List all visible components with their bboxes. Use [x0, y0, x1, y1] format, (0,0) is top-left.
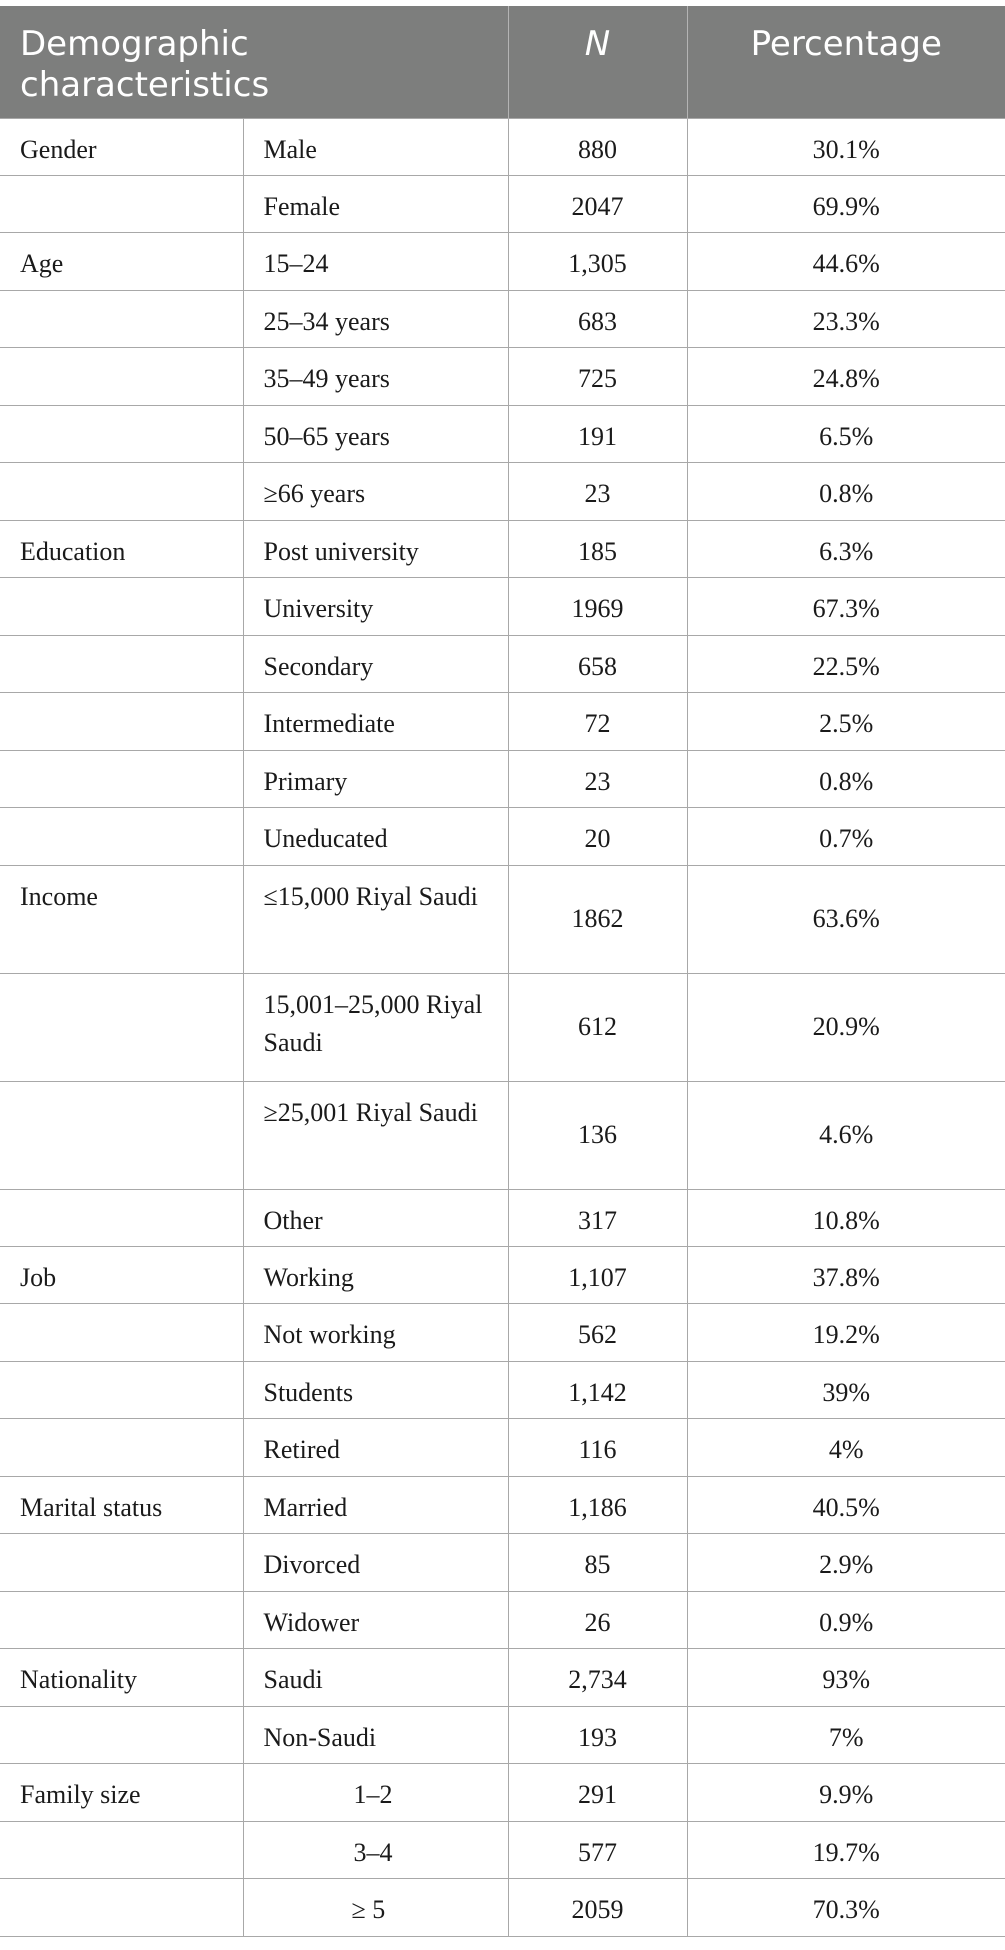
category-cell [0, 1821, 243, 1878]
category-cell [0, 635, 243, 692]
n-cell: 880 [508, 118, 687, 175]
table-row [0, 1189, 1005, 1246]
table-row [0, 175, 1005, 232]
percentage-cell: 30.1% [687, 118, 1005, 175]
table-row [0, 750, 1005, 807]
n-cell: 116 [508, 1419, 687, 1476]
n-cell: 317 [508, 1189, 687, 1246]
n-cell: 562 [508, 1304, 687, 1361]
header-n: N [508, 6, 687, 118]
category-cell: Family size [0, 1764, 243, 1821]
table-row [0, 578, 1005, 635]
n-cell: 2047 [508, 175, 687, 232]
percentage-cell: 0.7% [687, 808, 1005, 865]
table-row [0, 118, 1005, 175]
n-cell: 193 [508, 1706, 687, 1763]
n-cell: 1,107 [508, 1247, 687, 1304]
table-row [0, 1706, 1005, 1763]
category-cell [0, 578, 243, 635]
category-cell [0, 1361, 243, 1418]
table-row [0, 1764, 1005, 1821]
n-cell: 1862 [508, 865, 687, 973]
n-cell: 1,142 [508, 1361, 687, 1418]
subcategory-cell: Intermediate [243, 693, 508, 750]
table-row [0, 635, 1005, 692]
subcategory-cell: Female [243, 175, 508, 232]
percentage-cell: 93% [687, 1649, 1005, 1706]
n-cell: 136 [508, 1081, 687, 1189]
table-row [0, 1879, 1005, 1937]
table-row [0, 808, 1005, 865]
subcategory-cell: 15,001–25,000 Riyal Saudi [243, 973, 508, 1081]
subcategory-cell: ≥ 5 [243, 1879, 508, 1937]
subcategory-cell: Working [243, 1247, 508, 1304]
percentage-cell: 44.6% [687, 233, 1005, 290]
table-row [0, 693, 1005, 750]
table-row [0, 290, 1005, 347]
category-cell [0, 1591, 243, 1648]
percentage-cell: 0.8% [687, 750, 1005, 807]
subcategory-cell: Married [243, 1476, 508, 1533]
n-cell: 683 [508, 290, 687, 347]
subcategory-cell: Not working [243, 1304, 508, 1361]
subcategory-cell: Retired [243, 1419, 508, 1476]
table-row [0, 865, 1005, 973]
table-row [0, 348, 1005, 405]
n-cell: 72 [508, 693, 687, 750]
table-header-row [0, 6, 1005, 118]
subcategory-cell: University [243, 578, 508, 635]
n-cell: 20 [508, 808, 687, 865]
table-row [0, 233, 1005, 290]
table-row [0, 1361, 1005, 1418]
category-cell: Nationality [0, 1649, 243, 1706]
n-cell: 658 [508, 635, 687, 692]
table-row [0, 1247, 1005, 1304]
category-cell [0, 405, 243, 462]
category-cell [0, 1419, 243, 1476]
subcategory-cell: Divorced [243, 1534, 508, 1591]
subcategory-cell: Primary [243, 750, 508, 807]
header-percentage: Percentage [687, 6, 1005, 118]
table-row [0, 1649, 1005, 1706]
category-cell: Job [0, 1247, 243, 1304]
category-cell: Marital status [0, 1476, 243, 1533]
subcategory-cell: 50–65 years [243, 405, 508, 462]
percentage-cell: 37.8% [687, 1247, 1005, 1304]
table-row [0, 463, 1005, 520]
percentage-cell: 9.9% [687, 1764, 1005, 1821]
percentage-cell: 63.6% [687, 865, 1005, 973]
n-cell: 185 [508, 520, 687, 577]
subcategory-cell: Saudi [243, 1649, 508, 1706]
table-row [0, 1081, 1005, 1189]
subcategory-cell: Non-Saudi [243, 1706, 508, 1763]
demographics-table [0, 6, 1005, 1937]
percentage-cell: 19.7% [687, 1821, 1005, 1878]
category-cell [0, 1879, 243, 1937]
category-cell [0, 1081, 243, 1189]
subcategory-cell: Post university [243, 520, 508, 577]
category-cell [0, 463, 243, 520]
n-cell: 577 [508, 1821, 687, 1878]
category-cell [0, 1189, 243, 1246]
table-row [0, 973, 1005, 1081]
subcategory-cell: 35–49 years [243, 348, 508, 405]
subcategory-cell: ≥66 years [243, 463, 508, 520]
category-cell [0, 1304, 243, 1361]
percentage-cell: 7% [687, 1706, 1005, 1763]
percentage-cell: 23.3% [687, 290, 1005, 347]
category-cell [0, 290, 243, 347]
category-cell [0, 1534, 243, 1591]
percentage-cell: 6.3% [687, 520, 1005, 577]
header-line-1: Demographic [20, 24, 249, 64]
table-row [0, 520, 1005, 577]
category-cell: Gender [0, 118, 243, 175]
category-cell [0, 175, 243, 232]
subcategory-cell: 15–24 [243, 233, 508, 290]
header-demographic-characteristics [0, 6, 508, 118]
percentage-cell: 4.6% [687, 1081, 1005, 1189]
table-row [0, 1304, 1005, 1361]
n-cell: 291 [508, 1764, 687, 1821]
n-cell: 612 [508, 973, 687, 1081]
subcategory-cell: 1–2 [243, 1764, 508, 1821]
category-cell [0, 693, 243, 750]
subcategory-cell: Widower [243, 1591, 508, 1648]
subcategory-cell: Secondary [243, 635, 508, 692]
percentage-cell: 40.5% [687, 1476, 1005, 1533]
percentage-cell: 2.5% [687, 693, 1005, 750]
category-cell: Income [0, 865, 243, 973]
n-cell: 191 [508, 405, 687, 462]
category-cell [0, 348, 243, 405]
percentage-cell: 70.3% [687, 1879, 1005, 1937]
percentage-cell: 24.8% [687, 348, 1005, 405]
n-cell: 725 [508, 348, 687, 405]
percentage-cell: 2.9% [687, 1534, 1005, 1591]
subcategory-cell: ≤15,000 Riyal Saudi [243, 865, 508, 973]
n-cell: 85 [508, 1534, 687, 1591]
percentage-cell: 10.8% [687, 1189, 1005, 1246]
table-row [0, 1534, 1005, 1591]
n-cell: 26 [508, 1591, 687, 1648]
subcategory-cell: Other [243, 1189, 508, 1246]
percentage-cell: 67.3% [687, 578, 1005, 635]
table-row [0, 405, 1005, 462]
percentage-cell: 0.8% [687, 463, 1005, 520]
n-cell: 23 [508, 750, 687, 807]
percentage-cell: 22.5% [687, 635, 1005, 692]
n-cell: 23 [508, 463, 687, 520]
n-cell: 2059 [508, 1879, 687, 1937]
n-cell: 2,734 [508, 1649, 687, 1706]
percentage-cell: 0.9% [687, 1591, 1005, 1648]
percentage-cell: 4% [687, 1419, 1005, 1476]
subcategory-cell: Male [243, 118, 508, 175]
n-cell: 1969 [508, 578, 687, 635]
subcategory-cell: Students [243, 1361, 508, 1418]
category-cell: Education [0, 520, 243, 577]
n-cell: 1,186 [508, 1476, 687, 1533]
percentage-cell: 69.9% [687, 175, 1005, 232]
category-cell [0, 808, 243, 865]
table-row [0, 1419, 1005, 1476]
percentage-cell: 19.2% [687, 1304, 1005, 1361]
header-line-2: characteristics [20, 65, 270, 105]
category-cell [0, 973, 243, 1081]
percentage-cell: 39% [687, 1361, 1005, 1418]
subcategory-cell: ≥25,001 Riyal Saudi [243, 1081, 508, 1189]
n-cell: 1,305 [508, 233, 687, 290]
category-cell [0, 750, 243, 807]
table-row [0, 1476, 1005, 1533]
subcategory-cell: Uneducated [243, 808, 508, 865]
table-row [0, 1591, 1005, 1648]
table-row [0, 1821, 1005, 1878]
subcategory-cell: 3–4 [243, 1821, 508, 1878]
subcategory-cell: 25–34 years [243, 290, 508, 347]
percentage-cell: 6.5% [687, 405, 1005, 462]
percentage-cell: 20.9% [687, 973, 1005, 1081]
category-cell: Age [0, 233, 243, 290]
category-cell [0, 1706, 243, 1763]
